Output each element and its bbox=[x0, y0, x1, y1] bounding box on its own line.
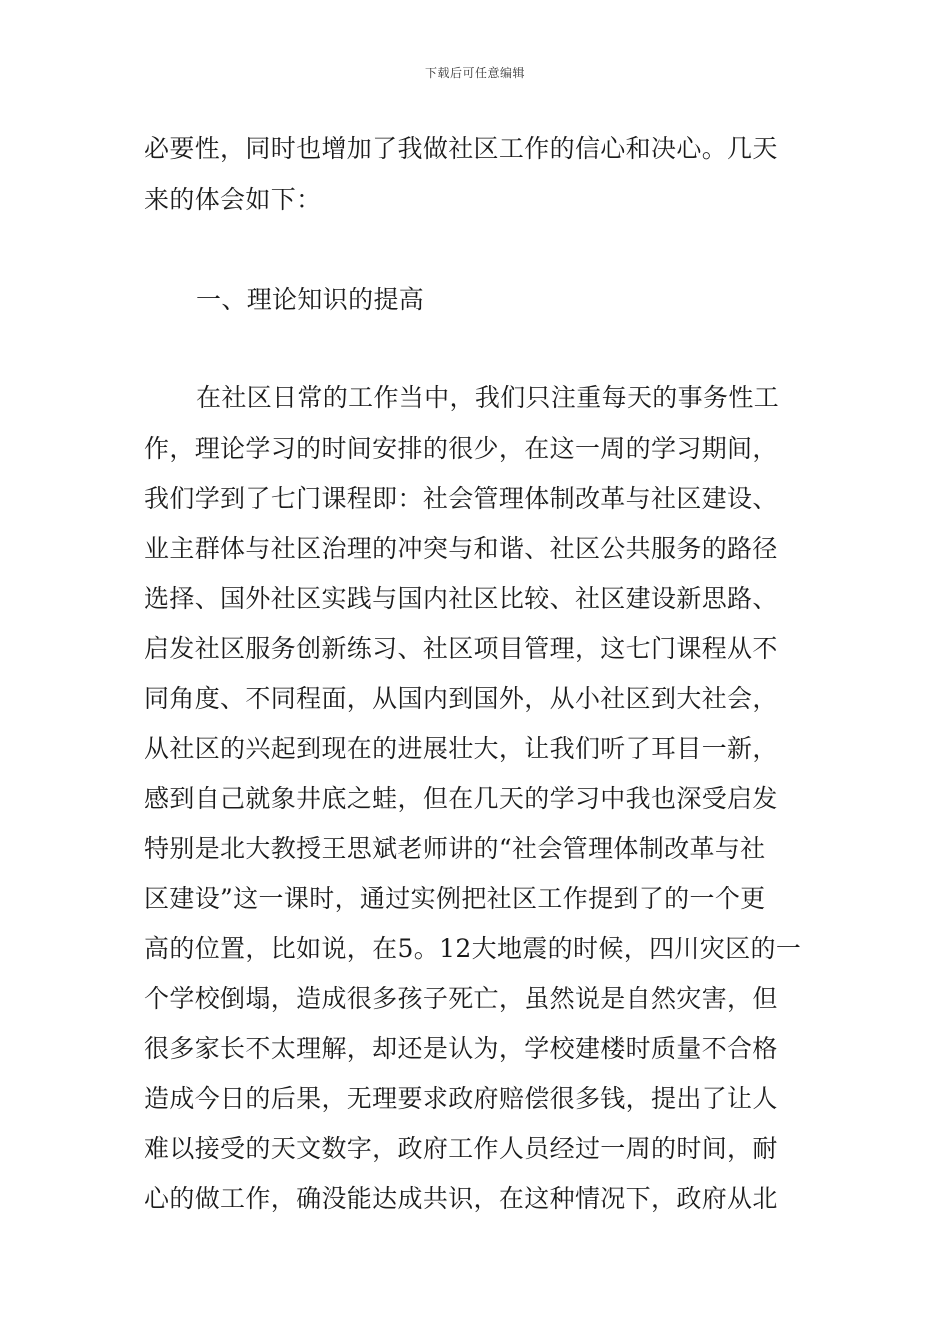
paragraph-line-15: 造成今日的后果，无理要求政府赔偿很多钱，提出了让人 bbox=[144, 1084, 778, 1113]
paragraph-line-7: 同角度、不同程面，从国内到国外，从小社区到大社会， bbox=[144, 684, 778, 713]
section-heading: 一、理论知识的提高 bbox=[196, 285, 425, 314]
paragraph-line-6: 启发社区服务创新练习、社区项目管理，这七门课程从不 bbox=[144, 634, 778, 663]
paragraph-line-4: 业主群体与社区治理的冲突与和谐、社区公共服务的路径 bbox=[144, 534, 778, 563]
intro-line-1: 必要性，同时也增加了我做社区工作的信心和决心。几天 bbox=[144, 134, 778, 163]
page-header-note: 下载后可任意编辑 bbox=[424, 66, 525, 80]
paragraph-line-16: 难以接受的天文数字，政府工作人员经过一周的时间，耐 bbox=[144, 1134, 778, 1163]
paragraph-line-1: 在社区日常的工作当中，我们只注重每天的事务性工 bbox=[196, 383, 780, 412]
paragraph-line-3: 我们学到了七门课程即：社会管理体制改革与社区建设、 bbox=[144, 484, 778, 513]
paragraph-line-5: 选择、国外社区实践与国内社区比较、社区建设新思路、 bbox=[144, 584, 778, 613]
paragraph-line-14: 很多家长不太理解，却还是认为，学校建楼时质量不合格 bbox=[144, 1034, 778, 1063]
paragraph-line-17: 心的做工作，确没能达成共识，在这种情况下，政府从北 bbox=[144, 1184, 778, 1213]
paragraph-line-9: 感到自己就象井底之蛙，但在几天的学习中我也深受启发 bbox=[144, 784, 778, 813]
paragraph-line-2: 作，理论学习的时间安排的很少，在这一周的学习期间， bbox=[144, 434, 778, 463]
paragraph-line-12: 高的位置，比如说，在5。12大地震的时候，四川灾区的一 bbox=[144, 934, 802, 963]
paragraph-line-11: 区建设”这一课时，通过实例把社区工作提到了的一个更 bbox=[144, 884, 766, 913]
paragraph-line-13: 个学校倒塌，造成很多孩子死亡，虽然说是自然灾害，但 bbox=[144, 984, 778, 1013]
paragraph-line-10: 特别是北大教授王思斌老师讲的“社会管理体制改革与社 bbox=[144, 834, 766, 863]
intro-line-2: 来的体会如下： bbox=[144, 185, 322, 214]
paragraph-line-8: 从社区的兴起到现在的进展壮大，让我们听了耳目一新， bbox=[144, 734, 778, 763]
